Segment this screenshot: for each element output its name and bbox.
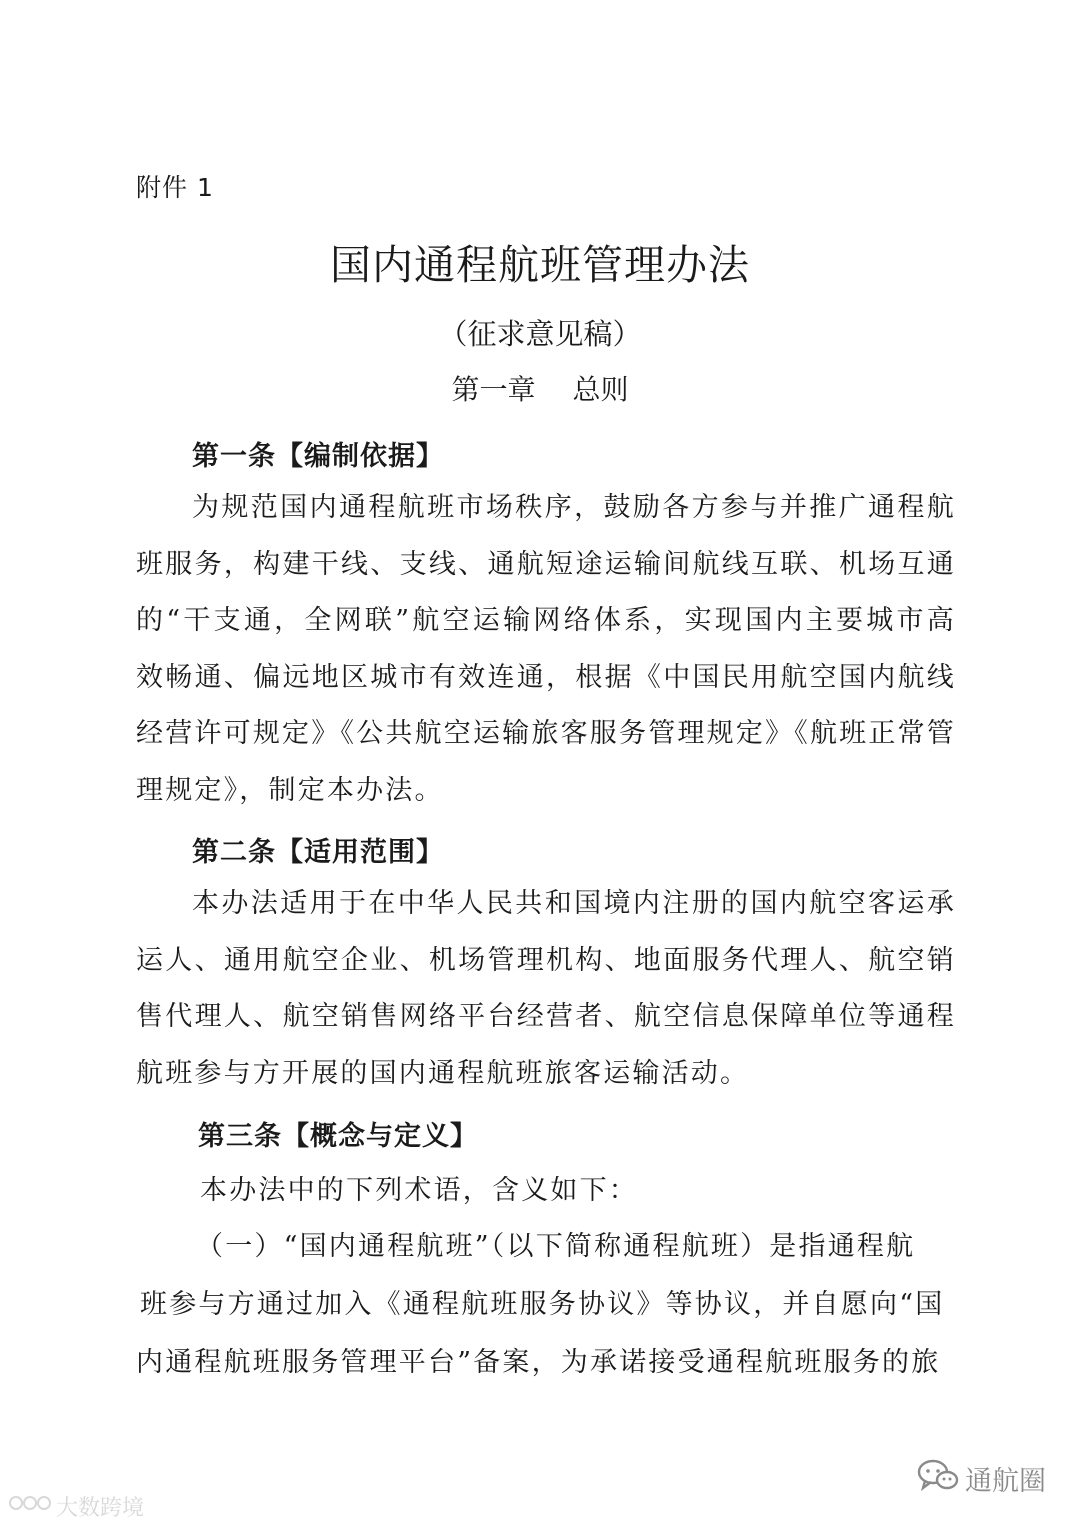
article1-heading: 第一条【编制依据】 — [192, 441, 444, 472]
watermark-right — [917, 1458, 1046, 1499]
article3-item1-line2: 班参与方通过加入《通程航班服务协议》等协议，并自愿向“国 — [140, 1289, 945, 1320]
article1-text: 为规范国内通程航班市场秩序，鼓励各方参与并推广通程航班服务，构建干线、支线、通航短途运输间航线互联、机场互通的“干支通，全网联”航空运输网络体系，实现国内主要城市高效畅通、偏远地区城市有效连通，根据《中国民用航空国内航线经营许可规定》《公共航空运输旅客服务管理规定》《航班正常管理规定》，制定本办法。 — [136, 492, 956, 806]
article2-text: 本办法适用于在中华人民共和国境内注册的国内航空客运承运人、通用航空企业、机场管理机构、地面服务代理人、航空销售代理人、航空销售网络平台经营者、航空信息保障单位等通程航班参与方开展的国内通程航班旅客运输活动。 — [136, 888, 956, 1089]
attachment-label: 附件 1 — [136, 173, 214, 202]
watermark-left — [8, 1490, 144, 1522]
document-subtitle: （征求意见稿） — [438, 317, 642, 351]
article3-intro: 本办法中的下列术语，含义如下： — [200, 1175, 638, 1206]
article3-item1-line1: （一）“国内通程航班”（以下简称通程航班）是指通程航 — [196, 1231, 916, 1262]
chapter-heading: 第一章 总则 — [451, 373, 629, 406]
document-title: 国内通程航班管理办法 — [330, 241, 750, 289]
chat-bubble-icon — [917, 1458, 959, 1499]
article3-item1-line3: 内通程航班服务管理平台”备案，为承诺接受通程航班服务的旅 — [136, 1347, 941, 1378]
watermark-right-text: 通航圈 — [965, 1466, 1046, 1497]
article2-heading: 第二条【适用范围】 — [192, 837, 444, 868]
lollipop-logo-icon — [8, 1490, 52, 1522]
watermark-left-text: 大数跨境 — [56, 1495, 145, 1521]
article3-heading: 第三条【概念与定义】 — [198, 1121, 478, 1152]
